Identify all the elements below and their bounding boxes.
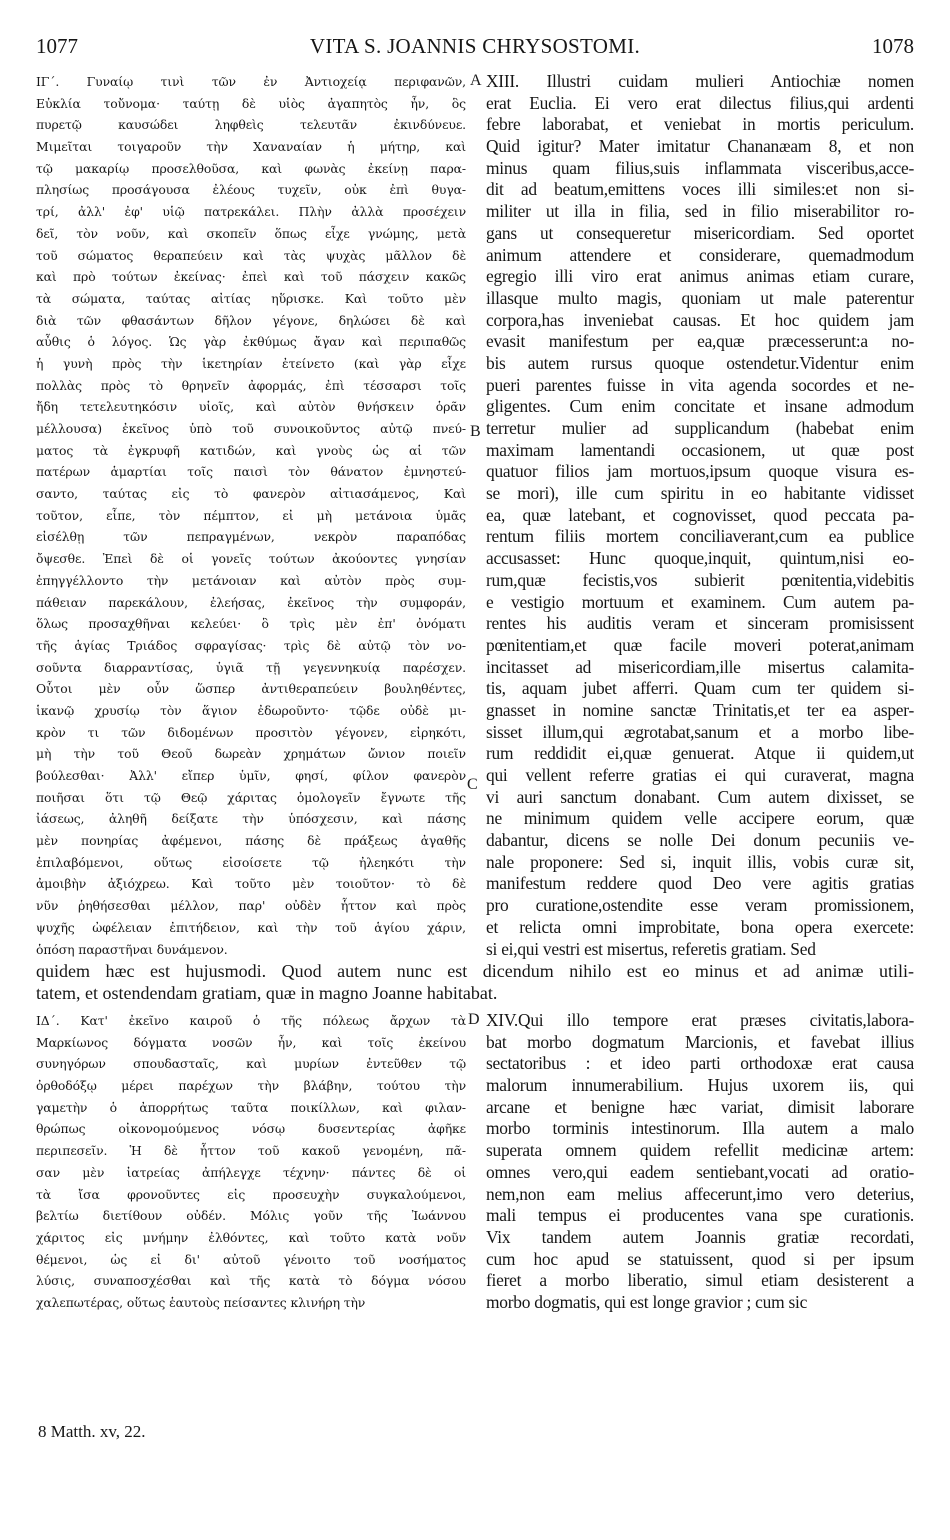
greek-text-line: ὁπόση παραστῆναι δυνάμενον. xyxy=(36,941,228,957)
margin-marker-a: A xyxy=(470,72,482,89)
latin-text-line: sisset illum,qui ægrotabat,sanum et a morbo libe- xyxy=(486,721,914,742)
greek-text-line: ὄψεσθε. Ἐπεὶ δὲ οἱ γονεῖς τούτων ἀκούοντες γνησίαν xyxy=(36,551,466,567)
greek-text-line: ΙΓ΄. Γυναίῳ τινὶ τῶν ἐν Ἀντιοχείᾳ περιφανῶν, xyxy=(36,74,466,89)
latin-text-line: illasque multo magis, quoniam ut male paterentur xyxy=(486,287,914,308)
greek-text-line: τοῦτον, εἶπε, τὸν πέμπτον, εἰ μὴ μετάνοια ὑμᾶς xyxy=(36,507,466,523)
greek-text-line: μέλλουσα) ἐκεῖνος ὑπὸ τοῦ συνοικοῦντος αὐτῷ πνεύ- xyxy=(36,421,466,436)
latin-text-line: omnes vero,qui eadem sentiebant,vocati ad oratio- xyxy=(486,1161,914,1182)
greek-text-line: σοῦντα διαρραντίσας, ὑγιᾶ τῇ γεγεννηκυίᾳ παρέσχεν. xyxy=(36,659,466,675)
latin-text-line: se mori), ille cum spiritu in eo habitante vidisset xyxy=(486,483,914,504)
greek-text-line: πάθειαν παρεκάλουν, ἐλεήσας, ἐκεῖνος τὴν συμφοράν, xyxy=(36,594,466,610)
greek-text-line: λύσις, συναποσχέσθαι καὶ τῆς κατὰ τὸ δόγμα νόσου xyxy=(36,1273,466,1289)
latin-text-line: fieret a morbo liberatio, simul etiam desisterent a xyxy=(486,1270,914,1291)
greek-text-line: ἰάσεως, ἀληθῆ δείξατε τὴν ὑπόσχεσιν, καὶ πάσης xyxy=(36,811,466,827)
latin-text-line: corpora,has inveniebat causas. Et hoc quidem jam xyxy=(486,309,914,330)
latin-text-line: XIII. Illustri cuidam mulieri Antiochiæ nomen xyxy=(486,71,914,91)
latin-text-line: pro curatione,ostendite esse veram promissionem, xyxy=(486,895,914,916)
latin-text-line: ea, quæ latebant, et cognovisset, quod peccata pa- xyxy=(486,504,914,525)
latin-text-line: superata omnem quidem refellit medicinæ artem: xyxy=(486,1140,914,1161)
latin-text-line: vi auri sanctum donabant. Cum autem dixisset, se xyxy=(486,786,914,807)
greek-text-line: τὰ ἴσα φρονοῦντες εἰς προσευχὴν συγκαλούμενοι, xyxy=(36,1186,466,1202)
latin-text-line: rum,quæ fecistis,vos subierit pœnitentia,videbitis xyxy=(486,569,914,590)
greek-text-line: ματος τὰ ἐγκρυφῆ κατιδών, καὶ γνοὺς ὡς αἱ τῶν xyxy=(36,442,466,458)
greek-text-line: καὶ πρὸ τούτων ἐκείνας· ἐπεὶ καὶ τοῦ πάσχειν κακῶς xyxy=(36,269,466,285)
greek-text-line: νῦν ῥηθήσεσθαι μέλλον, παρ' οὐδὲν ἧττον καὶ πρὸς xyxy=(36,898,466,914)
latin-text-line: manifestum reddere quod Deo vere agitis gratias xyxy=(486,873,914,894)
latin-text-line: tis, aquam jubet afferri. Quam cum ter quidem si- xyxy=(486,678,914,699)
running-header xyxy=(36,34,914,66)
latin-text-line: dit ad beatum,emittens voces illi similes:et non si- xyxy=(486,179,914,200)
latin-text-line: gans ut consequeretur misericordiam. Sed oportet xyxy=(486,222,914,243)
greek-text-line: ψυχῆς ὠφέλειαν ἐπιτήδειον, καὶ τὴν τοῦ ἁγίου χάριν, xyxy=(36,919,466,935)
latin-text-line: si ei,qui vestri est misertus, referetis gratiam. Sed xyxy=(486,938,816,959)
latin-text-line: XIV.Qui illo tempore erat præses civitatis,labora- xyxy=(486,1010,914,1030)
latin-text-line: pueri parentes fuisse in vita agenda socordes et ne- xyxy=(486,374,914,395)
greek-text-line: τοῦ σώματος θεραπεύειν καὶ τὰς ψυχὰς μᾶλλον δὲ xyxy=(36,247,466,263)
greek-text-line: πυρετῷ καυσώδει ληφθεὶς τελευτᾶν ἐκινδύνευε. xyxy=(36,117,466,133)
greek-text-line: ἐπηγγέλλοντο τὴν μετάνοιαν καὶ αὐτὸν πρὸς συμ- xyxy=(36,572,466,588)
latin-text-line: incitasset ad misericordiam,ille misertus calamita- xyxy=(486,656,914,677)
latin-text-line: tatem, et ostendendam gratiam, quæ in magno Joanne habitabat. xyxy=(36,982,498,1003)
greek-text-line: εἰσέλθῃ τῶν πεπραγμένων, νεκρὸν παραπόδας xyxy=(36,529,466,545)
greek-text-line: χαλεπωτέρας, οὕτως ἑαυτοὺς πείσαντες κλινήρη τὴν xyxy=(36,1294,366,1310)
greek-text-line: ἐπιλαβόμενοι, οὕτως εἰσοίσετε τῷ ἠλεηκότι τὴν xyxy=(36,854,466,870)
greek-text-line: ὀρθοδόξῳ μέρει παρέχων τὴν βλάβην, τούτου τὴν xyxy=(36,1078,466,1094)
greek-text-line: τρί, ἀλλ' ἐφ' υἱῷ πατρεκάλει. Πλὴν ἀλλὰ προσέχειν xyxy=(36,204,466,220)
latin-text-line: gnasset in nomine sanctæ Trinitatis,et ter ea asper- xyxy=(486,699,914,720)
greek-text-line: σαν μὲν ἰατρείας ἀπήλεγχε τέχνην· πάντες δὲ οἱ xyxy=(36,1164,466,1180)
greek-text-line: τῷ μακαρίῳ προσελθοῦσα, καὶ φωνὰς ἐκείνῃ παρα- xyxy=(36,160,466,176)
greek-text-line: κρὸν τι τῶν διδομένων προσιτὸν γέγονεν, εἰρηκότι, xyxy=(36,724,466,740)
latin-text-line: pœnitentiam,et quæ facile moveri poterat,animam xyxy=(486,634,914,655)
latin-text-line: animum attendere et considerare, quemadmodum xyxy=(486,244,914,265)
greek-text-line: ΙΔ΄. Κατ' ἐκεῖνο καιροῦ ὁ τῆς πόλεως ἄρχων τὰ xyxy=(36,1013,466,1028)
latin-column-section-14 xyxy=(486,1010,914,1314)
latin-text-line: accusasset: Hunc quoque,inquit, quintum,nisi eo- xyxy=(486,548,914,569)
latin-text-line: malorum innumerabilium. Hujus uxorem iis, qui xyxy=(486,1075,914,1096)
latin-text-line: qui vellent referre gratias ei qui curaverat, magna xyxy=(486,765,914,785)
margin-marker-c: C xyxy=(467,776,478,793)
greek-text-line: δεῖ, τὸν νοῦν, καὶ σκοπεῖν ὅπως εἶχε γνώμης, μετὰ xyxy=(36,225,466,241)
greek-text-line: Μιμεῖται τοιγαροῦν τὴν Χαναναίαν ἡ μήτηρ, καὶ xyxy=(36,139,466,155)
footnote: 8 Matth. xv, 22. xyxy=(38,1422,146,1441)
latin-text-line: minus quam filius,suis inflammata visceribus,acce- xyxy=(486,157,914,178)
greek-column-section-13 xyxy=(36,71,466,960)
latin-text-line: Quid igitur? Mater imitatur Chananæam 8, et non xyxy=(486,136,914,157)
latin-text-line: erat Euclia. Ei vero erat dilectus filius,qui ardenti xyxy=(486,92,914,113)
latin-text-line: rum reddidit ei,quæ genuerat. Atque ii quidem,ut xyxy=(486,743,914,764)
latin-text-line: nale proponere: Sed si, inquit illis, vobis curæ sit, xyxy=(486,851,914,872)
greek-text-line: Μαρκίωνος δόγματα νοσῶν ἦν, καὶ τοῖς ἐκείνου xyxy=(36,1034,466,1050)
greek-text-line: πλησίως προσάγουσα ἐλέους τυχεῖν, οὐκ ἐπὶ θυγα- xyxy=(36,182,466,198)
latin-text-line: rentum filiis mortem conciliaverant,cum ea publice xyxy=(486,526,914,547)
latin-text-line: militer ut illa in filia, sed in filio miserabilitor ro- xyxy=(486,201,914,222)
latin-text-line: ne minimum quidem velle accipere eorum, quæ xyxy=(486,808,914,829)
latin-text-line: arcane et benigne hæc variat, dimisit laborare xyxy=(486,1096,914,1117)
greek-text-line: μὴ τὴν τοῦ Θεοῦ δωρεὰν χρημάτων ὤνιον ποιεῖν xyxy=(36,746,466,762)
greek-text-line: σαντο, ταύτας εἰς τὸ φανερὸν αἰτιασάμενος, Καὶ xyxy=(36,486,466,502)
page-number-right: 1078 xyxy=(872,34,914,58)
latin-text-line: quidem hæc est hujusmodi. Quod autem nunc est dicendum nihilo est eo minus et ad animæ utili- xyxy=(36,961,914,981)
greek-text-line: Εὐκλία τοὔνομα· ταύτῃ δὲ υἱὸς ἀγαπητὸς ἦν, ὃς xyxy=(36,95,466,111)
greek-text-line: ὅλως προσαχθῆναι κελεύει· ὃ τρὶς μὲν ἐπ' ὀνόματι xyxy=(36,616,466,632)
latin-text-line: bat morbo dogmatum Marcionis, et favebat illius xyxy=(486,1031,914,1052)
greek-column-section-14 xyxy=(36,1010,466,1314)
greek-text-line: Οὗτοι μὲν οὖν ὥσπερ ἀντιθεραπεύειν βουληθέντες, xyxy=(36,681,466,697)
greek-text-line: διὰ τῶν φθασάντων δῆλον γέγονε, δηλώσει δὲ καὶ xyxy=(36,312,466,328)
greek-text-line: βελτίω διετίθουν οὐδέν. Μόλις γοῦν τῆς Ἰωάννου xyxy=(36,1208,466,1224)
page-number-left: 1077 xyxy=(36,34,78,58)
greek-text-line: χάριτος εἰς μνήμην ἐλθόντες, καὶ τοῦτο κατὰ νοῦν xyxy=(36,1229,466,1245)
latin-text-line: morbo torminis intestinorum. Illa autem a malo xyxy=(486,1118,914,1139)
latin-text-line: quatuor filios jam mortuos,ipsum quoque visura es- xyxy=(486,461,914,482)
latin-text-line: sectatoribus : et ideo parti orthodoxæ erat causa xyxy=(486,1053,914,1074)
greek-text-line: θέμενοι, ὡς εἰ δι' αὐτοῦ γένοιτο τοῦ νοσήματος xyxy=(36,1251,466,1267)
greek-text-line: γαμετὴν ὁ ἀπορρήτως ταῦτα ποικίλλων, καὶ φιλαν- xyxy=(36,1099,466,1115)
latin-text-line: gligentes. Cum enim concitate et insane admodum xyxy=(486,396,914,417)
greek-text-line: περιπεσεῖν. Ἡ δὲ ἧττον τοῦ κακοῦ γενομένη, πᾶ- xyxy=(36,1143,466,1159)
greek-text-line: τῆς ἁγίας Τριάδος σφραγίσας· τρὶς δὲ αὐτῷ τὸν νο- xyxy=(36,637,466,653)
latin-column-section-13 xyxy=(486,71,914,960)
greek-text-line: μὲν πονηρίας ἀφέμενοι, πάσης δὲ πράξεως ἀγαθῆς xyxy=(36,833,466,849)
greek-text-line: αὖθις ὁ λόγος. Ὡς γὰρ ἐκθύμως ἄγαν καὶ περιπαθῶς xyxy=(36,334,466,350)
greek-text-line: θρώπως οἰκονομούμενος νόσῳ δυσεντερίας ἀφῆκε xyxy=(36,1121,466,1137)
latin-text-line: bis autem rursus quoque ostendetur.Videntur enim xyxy=(486,352,914,373)
latin-text-line: cum hoc apud se statuissent, quod si per ipsum xyxy=(486,1248,914,1269)
latin-text-line: et relicta omni improbitate, bona opera exercete: xyxy=(486,916,914,937)
greek-text-line: ἀμοιβὴν ἀξιόχρεω. Καὶ τοῦτο μὲν τοιοῦτον· τὸ δὲ xyxy=(36,876,466,892)
greek-text-line: πατέρων ἁμαρτίαι τοῖς παισὶ τὸν θάνατον ἐμνηστεύ- xyxy=(36,464,466,480)
greek-text-line: ἤδη τετελευτηκόσιν υἱοῖς, καὶ αὐτὸν θνήσκειν ὁρᾶν xyxy=(36,399,466,415)
latin-text-line: febre laborabat, et veniebat in mortis periculum. xyxy=(486,114,914,135)
latin-full-width-continuation xyxy=(36,961,914,1004)
greek-text-line: συνηγόρων σπουδασταῖς, καὶ μυρίων ἐντεῦθεν τῷ xyxy=(36,1056,466,1072)
greek-text-line: τὰ σώματα, ταύτας αἰτίας ηὕρισκε. Καὶ τοῦτο μὲν xyxy=(36,290,466,306)
latin-text-line: egregio illi viro erat animus animas etiam curare, xyxy=(486,266,914,287)
greek-text-line: βούλεσθαι· Ἀλλ' εἴπερ ὑμῖν, φησί, φίλον φανερὸν xyxy=(36,768,466,783)
latin-text-line: evasit manifestum per ea,quæ præcesserunt:a no- xyxy=(486,331,914,352)
latin-text-line: rentes his auditis veram et sinceram promisissent xyxy=(486,613,914,634)
running-title: VITA S. JOANNIS CHRYSOSTOMI. xyxy=(309,34,641,58)
greek-text-line: ἱκανῷ χρυσίῳ τὸν ἅγιον ἐδωροῦντο· τῷδε οὐδὲ μι- xyxy=(36,702,466,718)
latin-text-line: terretur mulier ad supplicandum (habebat enim xyxy=(486,418,914,438)
latin-text-line: nem,non eam melius affecerunt,imo vero deterius, xyxy=(486,1183,914,1204)
greek-text-line: ἡ γυνὴ πρὸς τὴν ἱκετηρίαν ἐτείνετο (καὶ γὰρ εἶχε xyxy=(36,355,466,371)
latin-text-line: Vix tandem autem Joannis gratiæ recordati, xyxy=(486,1226,914,1247)
margin-marker-d: D xyxy=(468,1011,480,1028)
latin-text-line: mali tempus ei producentes vana spe curationis. xyxy=(486,1205,914,1226)
latin-text-line: dabantur, dicens se nolle Dei donum pecuniis ve- xyxy=(486,830,914,851)
greek-text-line: πολλὰς πρὸς τὸ θρηνεῖν ἀφορμάς, ἐπὶ τέσσαρσι τοῖς xyxy=(36,377,466,393)
greek-text-line: ποιῆσαι ὅτι τῷ Θεῷ χάριτας ὁμολογεῖν ἔγνωτε τῆς xyxy=(36,789,466,805)
latin-text-line: e vestigio mortuum et examinem. Cum autem pa- xyxy=(486,591,914,612)
latin-text-line: morbo dogmatis, qui est longe gravior ; cum sic xyxy=(486,1291,808,1312)
margin-marker-b: B xyxy=(470,423,481,440)
latin-text-line: maximam lamentandi occasionem, ut quæ post xyxy=(486,439,914,460)
